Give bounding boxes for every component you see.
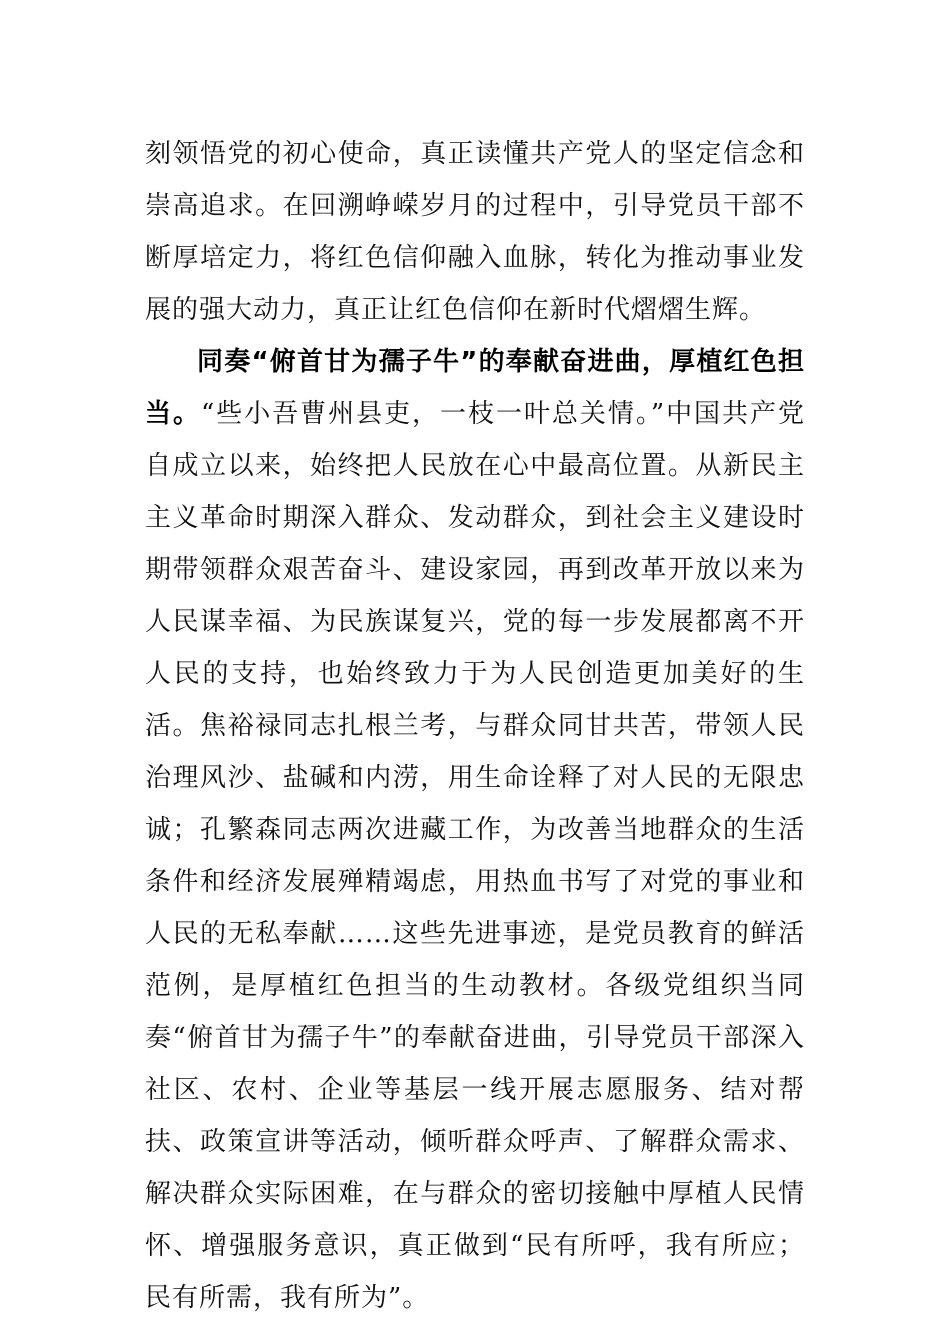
paragraph-continuation bbox=[145, 128, 805, 336]
paragraph-body: 刻领悟党的初心使命，真正读懂共产党人的坚定信念和崇高追求。在回溯峥嵘岁月的过程中，引导党员干部不断厚培定力，将红色信仰融入血脉，转化为推动事业发展的强大动力，真正让红色信仰在新时代熠熠生辉。 bbox=[145, 139, 805, 325]
paragraph-heading: 同奏“俯首甘为孺子牛”的奉献奋进曲，厚植红色担当。 bbox=[145, 347, 805, 429]
paragraph-text bbox=[145, 336, 805, 1324]
paragraph-body: “些小吾曹州县吏，一枝一叶总关情。”中国共产党自成立以来，始终把人民放在心中最高位置。从新民主主义革命时期深入群众、发动群众，到社会主义建设时期带领群众艰苦奋斗、建设家园，再到改革开放以来为人民谋幸福、为民族谋复兴，党的每一步发展都离不开人民的支持，也始终致力于为人民创造更加美好的生活。焦裕禄同志扎根兰考，与群众同甘共苦，带领人民治理风沙、盐碱和内涝，用生命诠释了对人民的无限忠诚；孔繁森同志两次进藏工作，为改善当地群众的生活条件和经济发展殚精竭虑，用热血书写了对党的事业和人民的无私奉献……这些先进事迹，是党员教育的鲜活范例，是厚植红色担当的生动教材。各级党组织当同奏“俯首甘为孺子牛”的奉献奋进曲，引导党员干部深入社区、农村、企业等基层一线开展志愿服务、结对帮扶、政策宣讲等活动，倾听群众呼声、了解群众需求、解决群众实际困难，在与群众的密切接触中厚植人民情怀、增强服务意识，真正做到“民有所呼，我有所应；民有所需，我有所为”。 bbox=[145, 399, 805, 1313]
paragraph-text bbox=[145, 128, 805, 336]
paragraph-red-commitment bbox=[145, 336, 805, 1324]
